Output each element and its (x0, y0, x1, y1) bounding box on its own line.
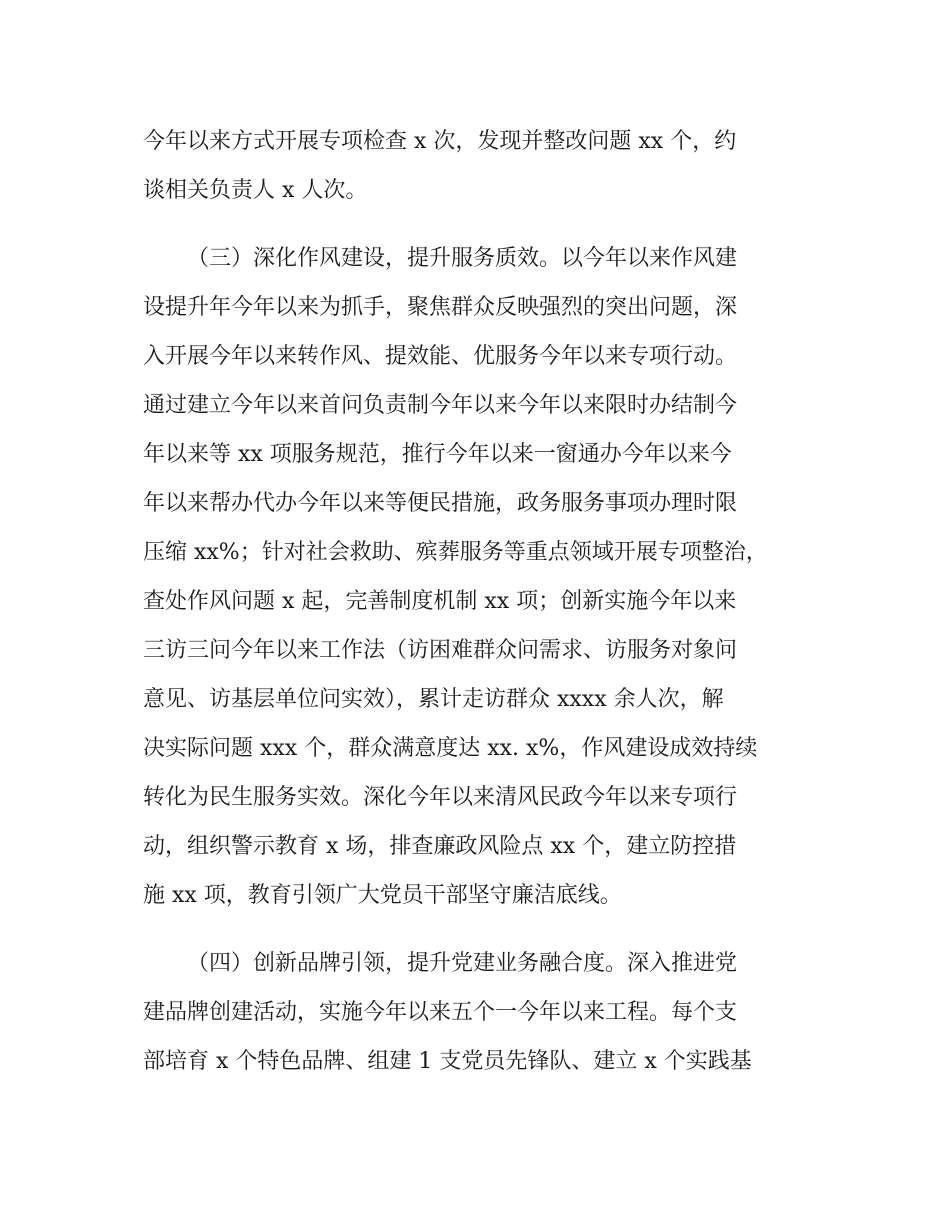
paragraph-2-line-2: 设提升年今年以来为抓手，聚焦群众反映强烈的突出问题，深 (143, 295, 738, 320)
paragraph-2-line-4: 通过建立今年以来首问负责制今年以来今年以来限时办结制今 (143, 393, 738, 418)
paragraph-3-line-2: 建品牌创建活动，实施今年以来五个一今年以来工程。每个支 (143, 1000, 738, 1025)
paragraph-2-line-8: 查处作风问题 x 起，完善制度机制 xx 项；创新实施今年以来 (143, 589, 737, 614)
paragraph-2-line-10: 意见、访基层单位问实效），累计走访群众 xxxx 余人次，解 (143, 687, 724, 712)
paragraph-2-line-1: （三）深化作风建设，提升服务质效。以今年以来作风建 (187, 246, 738, 271)
paragraph-3-line-3: 部培育 x 个特色品牌、组建 1 支党员先锋队、建立 x 个实践基 (143, 1049, 752, 1074)
paragraph-2-line-14: 施 xx 项，教育引领广大党员干部坚守廉洁底线。 (143, 883, 622, 908)
paragraph-2-line-12: 转化为民生服务实效。深化今年以来清风民政今年以来专项行 (143, 785, 738, 810)
paragraph-2-line-6: 年以来帮办代办今年以来等便民措施，政务服务事项办理时限 (143, 491, 738, 516)
paragraph-2-line-5: 年以来等 xx 项服务规范，推行今年以来一窗通办今年以来今 (143, 442, 732, 467)
paragraph-2-line-11: 决实际问题 xxx 个，群众满意度达 xx. x%，作风建设成效持续 (143, 736, 758, 761)
paragraph-2-line-3: 入开展今年以来转作风、提效能、优服务今年以来专项行动。 (143, 344, 738, 369)
paragraph-2-line-13: 动，组织警示教育 x 场，排查廉政风险点 xx 个，建立防控措 (143, 834, 737, 859)
paragraph-2-line-7: 压缩 xx%；针对社会救助、殡葬服务等重点领域开展专项整治， (143, 540, 768, 565)
paragraph-2-line-9: 三访三问今年以来工作法（访困难群众问需求、访服务对象问 (143, 638, 738, 663)
paragraph-3-line-1: （四）创新品牌引领，提升党建业务融合度。深入推进党 (187, 951, 738, 976)
paragraph-1-line-2: 谈相关负责人 x 人次。 (143, 178, 368, 203)
paragraph-1-line-1: 今年以来方式开展专项检查 x 次，发现并整改问题 xx 个，约 (143, 129, 737, 154)
